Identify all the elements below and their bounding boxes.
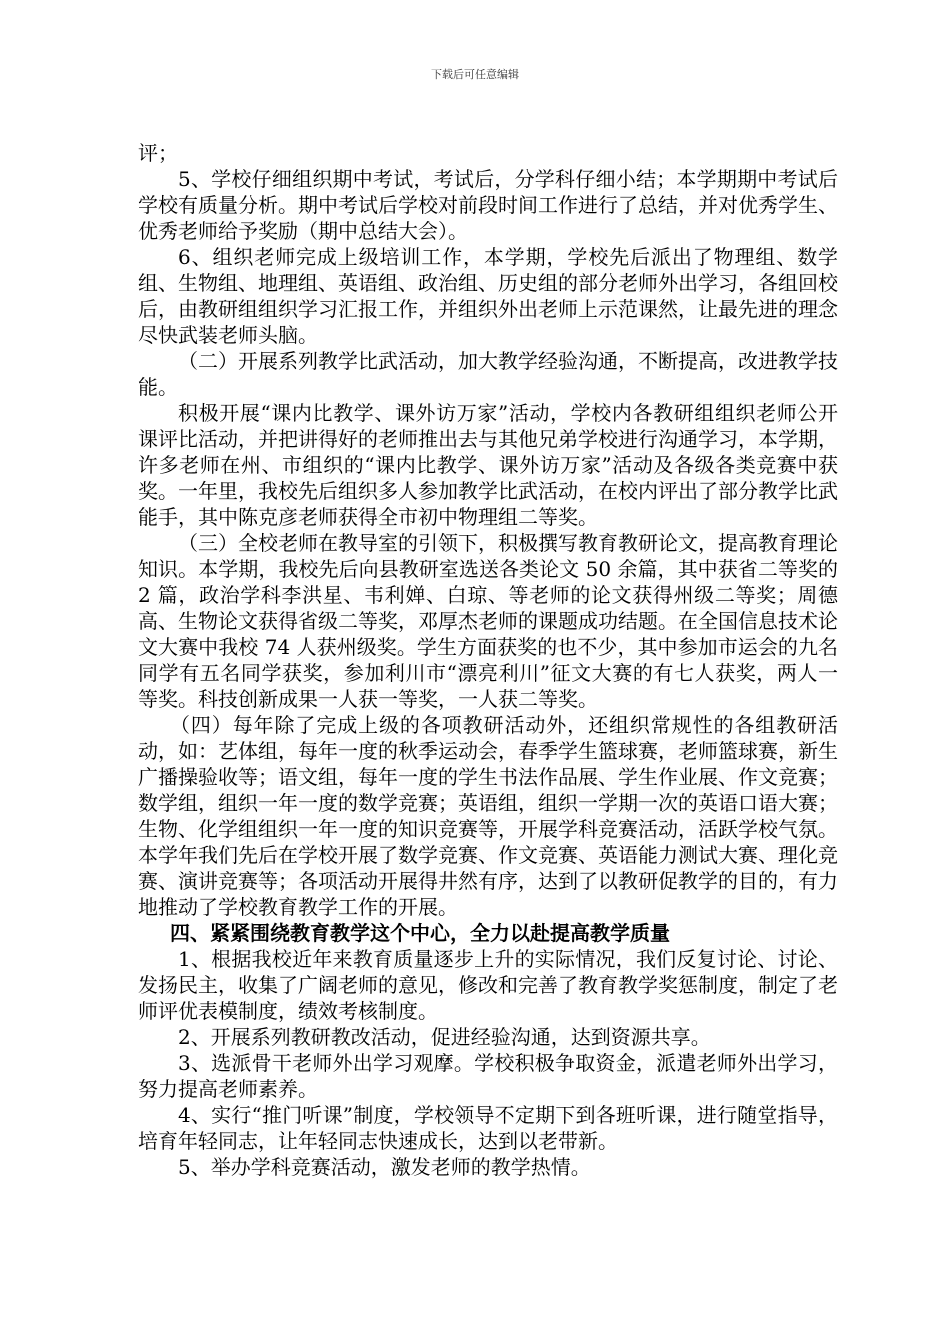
paragraph-competition: 积极开展“课内比教学、课外访万家”活动，学校内各教研组组织老师公开课评比活动，并把讲得好的老师推出去与其他兄弟学校进行沟通学习，本学期，许多老师在州、市组织的“课内比教学、课外访万家”活动及各级各类竞赛中获奖。一年里，我校先后组织多人参加教学比武活动，在校内评出了部分教学比武能手，其中陈克彦老师获得全市初中物理组二等奖。 [138, 401, 838, 529]
paragraph-item-6: 6、组织老师完成上级培训工作，本学期，学校先后派出了物理组、数学组、生物组、地理组、英语组、政治组、历史组的部分老师外出学习，各组回校后，由教研组组织学习汇报工作，并组织外出老师上示范课然，让最先进的理念尽快武装老师头脑。 [138, 245, 838, 347]
paragraph-item-5: 5、学校仔细组织期中考试，考试后，分学科仔细小结；本学期期中考试后学校有质量分析。期中考试后学校对前段时间工作进行了总结，并对优秀学生、优秀老师给予奖励（期中总结大会）。 [138, 167, 838, 243]
list-item-2: 2、开展系列教研教改活动，促进经验沟通，达到资源共享。 [178, 1025, 711, 1049]
list-item-3: 3、选派骨干老师外出学习观摩。学校积极争取资金，派遣老师外出学习，努力提高老师素养。 [138, 1051, 838, 1101]
section-heading-4-paragraph: （四）每年除了完成上级的各项教研活动外，还组织常规性的各组教研活动，如：艺体组，每年一度的秋季运动会，春季学生篮球赛，老师篮球赛，新生广播操验收等；语文组，每年一度的学生书法作品展、学生作业展、作文竞赛；数学组，组织一年一度的数学竞赛；英语组，组织一学期一次的英语口语大赛；生物、化学组组织一年一度的知识竞赛等，开展学科竞赛活动，活跃学校气氛。本学年我们先后在学校开展了数学竞赛、作文竞赛、英语能力测试大赛、理化竞赛、演讲竞赛等；各项活动开展得井然有序，达到了以教研促教学的目的，有力地推动了学校教育教学工作的开展。 [138, 713, 838, 919]
list-item-5: 5、举办学科竞赛活动，激发老师的教学热情。 [178, 1155, 591, 1179]
page-header: 下载后可任意编辑 [431, 68, 519, 81]
section-heading-2: （二）开展系列教学比武活动，加大教学经验沟通，不断提高，改进教学技能。 [138, 349, 838, 399]
section-heading-3-paragraph: （三）全校老师在教导室的引领下，积极撰写教育教研论文，提高教育理论知识。本学期，我校先后向县教研室选送各类论文 50 余篇，其中获省二等奖的 2 篇，政治学科李洪星、韦利婵、白琼、等老师的论文获得州级二等奖；周德高、生物论文获得省级二等奖，邓厚杰老师的课题成功结题。在全国信息技术论文大赛中我校 74 人获州级奖。学生方面获奖的也不少，其中参加市运会的九名同学有五名同学获奖，参加利川市“漂亮利川”征文大赛的有七人获奖，两人一等奖。科技创新成果一人获一等奖，一人获二等奖。 [138, 531, 838, 711]
document-body [138, 140, 838, 1180]
paragraph-continuation: 评； [138, 141, 178, 165]
list-item-4: 4、实行“推门听课”制度，学校领导不定期下到各班听课，进行随堂指导，培育年轻同志，让年轻同志快速成长，达到以老带新。 [138, 1103, 838, 1153]
list-item-1: 1、根据我校近年来教育质量逐步上升的实际情况，我们反复讨论、讨论、发扬民主，收集了广阔老师的意见，修改和完善了教育教学奖惩制度，制定了老师评优表模制度，绩效考核制度。 [138, 947, 838, 1023]
section-title-4: 四、紧紧围绕教育教学这个中心，全力以赴提高教学质量 [170, 921, 670, 945]
